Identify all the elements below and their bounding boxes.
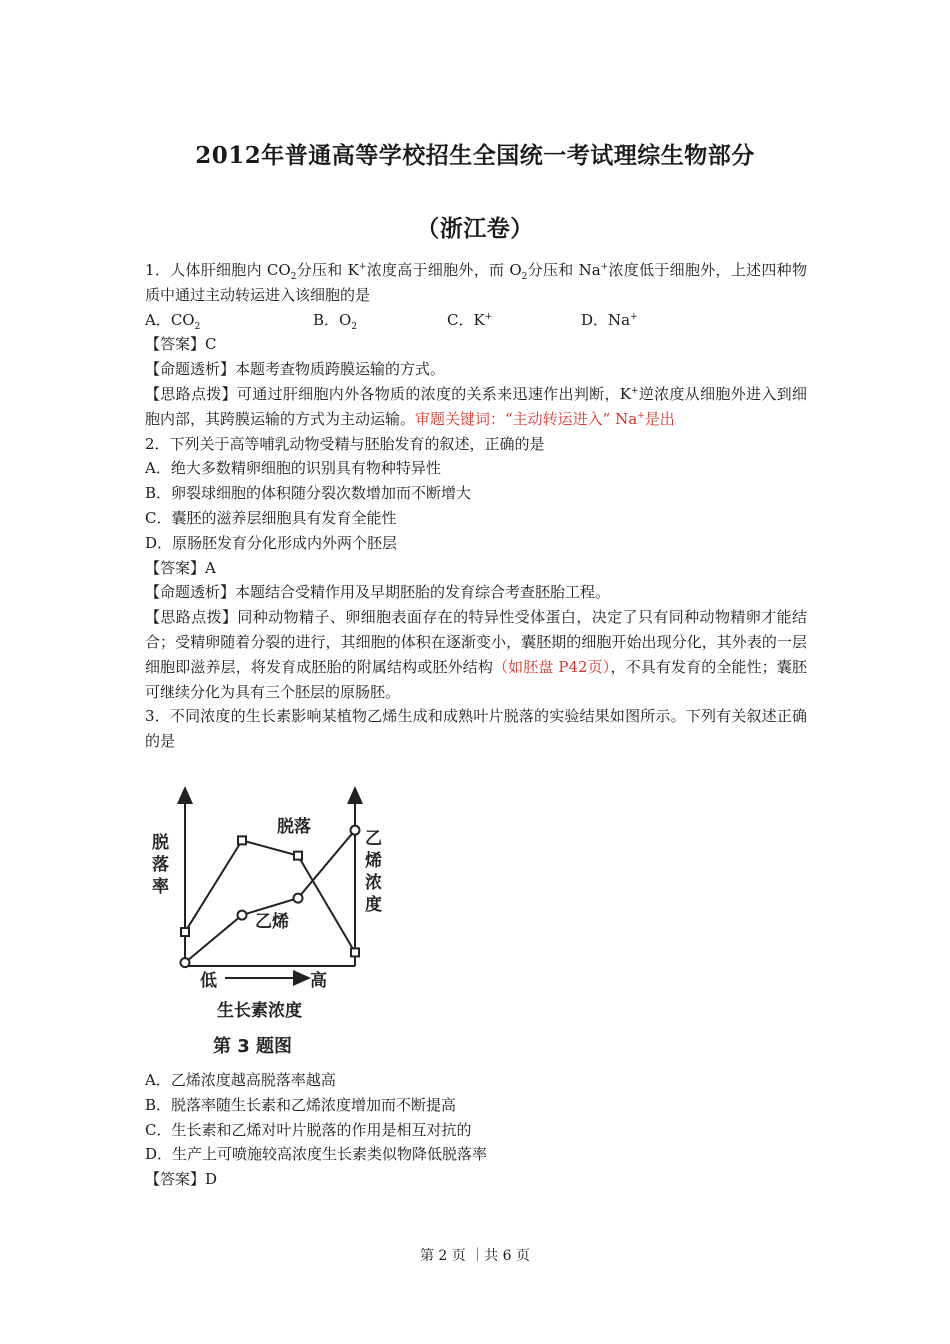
point-ethylene-3 (351, 826, 360, 835)
q3-option-b: B．脱落率随生长素和乙烯浓度增加而不断提高 (145, 1095, 457, 1114)
point-ethylene-1 (238, 911, 247, 920)
q2-answer: 【答案】A (145, 558, 216, 577)
q1-options (145, 308, 807, 333)
page-subtitle: （浙江卷） (416, 215, 534, 242)
y-right-label-2: 烯 (365, 850, 382, 871)
point-drop-1 (238, 836, 246, 844)
figure-caption: 第 3 题图 (213, 1035, 293, 1057)
y-right-label-4: 度 (365, 894, 382, 915)
q3-figure (145, 760, 415, 1060)
q3-chart (145, 760, 415, 1060)
q2-analysis: 【命题透析】本题结合受精作用及早期胚胎的发育综合考查胚胎工程。 (145, 583, 611, 602)
point-drop-0 (181, 928, 189, 936)
q2-option-d: D．原肠胚发育分化形成内外两个胚层 (145, 533, 398, 552)
x-tick-low: 低 (200, 970, 217, 991)
page-footer: 第 2 页 ｜共 6 页 (419, 1248, 531, 1264)
q1-option-d: D．Na+ (581, 310, 638, 329)
q1-answer: 【答案】C (145, 335, 217, 354)
q3-answer: 【答案】D (145, 1170, 218, 1189)
q1-option-b: B．$O_2$ (313, 310, 358, 332)
q2-option-a: A．绝大多数精卵细胞的识别具有物种特异性 (145, 459, 441, 478)
series-label-drop: 脱落 (277, 816, 311, 837)
point-drop-3 (351, 948, 359, 956)
q2-reference-note: （如胚盘 P42页） (492, 657, 611, 676)
q3-stem: 3．不同浓度的生长素影响某植物乙烯生成和成熟叶片脱落的实验结果如图所示。下列有关叙述正确的是 (145, 707, 807, 751)
q1-key-note: 审题关键词：“主动转运进入” Na+是出 (415, 409, 675, 428)
point-ethylene-2 (294, 894, 303, 903)
q1-option-c: C．K+ (447, 310, 493, 329)
point-ethylene-0 (181, 958, 190, 967)
q3-option-a: A．乙烯浓度越高脱落率越高 (145, 1070, 336, 1089)
document-body (145, 258, 807, 1192)
q1-analysis: 【命题透析】本题考查物质跨膜运输的方式。 (145, 360, 446, 379)
x-tick-high: 高 (310, 970, 327, 991)
y-right-label-3: 浓 (365, 872, 382, 893)
y-left-label-3: 率 (152, 876, 169, 897)
q1-stem: 1．人体肝细胞内 $CO_2$分压和 K+浓度高于细胞外，而 $O_2$分压和 Na+浓度低于细胞外，上述四种物质中通过主动转运进入该细胞的是 (145, 261, 807, 304)
series-line-drop (185, 840, 355, 952)
q3-option-c: C．生长素和乙烯对叶片脱落的作用是相互对抗的 (145, 1120, 472, 1139)
x-axis-title: 生长素浓度 (217, 1000, 302, 1021)
series-line-ethylene (185, 830, 355, 962)
q2-option-c: C．囊胚的滋养层细胞具有发育全能性 (145, 508, 397, 527)
q1-hint: 【思路点拨】可通过肝细胞内外各物质的浓度的关系来迅速作出判断，K+逆浓度从细胞外进入到细胞内部，其跨膜运输的方式为主动运输。审题关键词：“主动转运进入” Na+是出 (145, 384, 807, 428)
y-right-label-1: 乙 (365, 828, 382, 849)
point-drop-2 (294, 852, 302, 860)
q2-hint: 【思路点拨】同种动物精子、卵细胞表面存在的特异性受体蛋白，决定了只有同种动物精卵才能结合；受精卵随着分裂的进行，其细胞的体积在逐渐变小，囊胚期的细胞开始出现分化，其外表的一层细胞即滋养层，将发育成胚胎的附属结构或胚外结构（如胚盘 P42页），不具有发育的全能性；囊胚可继续分化为具有三个胚层的原肠胚。 (145, 608, 807, 701)
y-left-label-2: 落 (152, 854, 169, 875)
series-label-ethylene: 乙烯 (255, 911, 289, 932)
q1-option-a: A．$CO_2$ (145, 310, 201, 332)
y-left-label-1: 脱 (152, 832, 169, 853)
q3-option-d: D．生产上可喷施较高浓度生长素类似物降低脱落率 (145, 1145, 488, 1164)
q2-option-b: B．卵裂球细胞的体积随分裂次数增加而不断增大 (145, 484, 472, 503)
page-title: 2012年普通高等学校招生全国统一考试理综生物部分 (195, 142, 755, 169)
q2-stem: 2．下列关于高等哺乳动物受精与胚胎发育的叙述，正确的是 (145, 434, 545, 453)
